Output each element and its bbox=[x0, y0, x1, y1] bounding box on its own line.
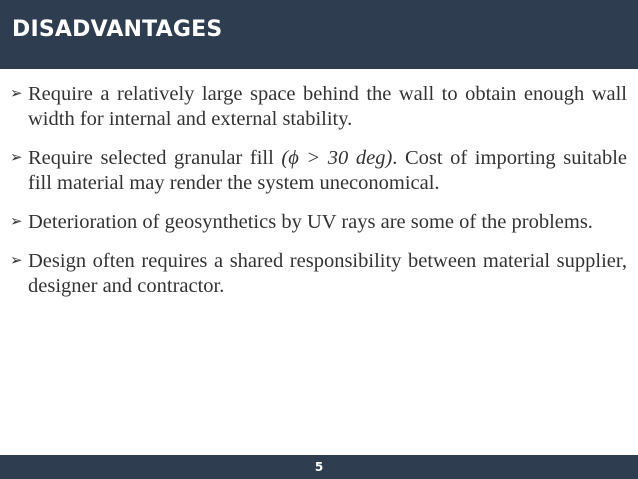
slide-footer bbox=[0, 455, 638, 479]
bullet-text-after: . Cost of importing suitable fill material may render the system uneconomical. bbox=[28, 147, 627, 194]
bullet-text: Require a relatively large space behind the wall to obtain enough wall width for internal and external stability. bbox=[28, 83, 627, 130]
arrow-bullet-icon: ➢ bbox=[10, 214, 23, 230]
slide-header bbox=[0, 0, 638, 69]
slide-title: DISADVANTAGES bbox=[12, 17, 223, 42]
bullet-list bbox=[10, 82, 627, 313]
arrow-bullet-icon: ➢ bbox=[10, 253, 23, 269]
bullet-item bbox=[10, 210, 627, 235]
bullet-text-italic: (ϕ > 30 deg) bbox=[281, 147, 393, 169]
arrow-bullet-icon: ➢ bbox=[10, 150, 23, 166]
bullet-item bbox=[10, 249, 627, 299]
bullet-text-before: Require selected granular fill bbox=[28, 147, 282, 169]
bullet-item bbox=[10, 82, 627, 132]
arrow-bullet-icon: ➢ bbox=[10, 86, 23, 102]
bullet-text: Design often requires a shared responsibility between material supplier, designer and contractor. bbox=[28, 250, 627, 297]
page-number: 5 bbox=[314, 460, 324, 474]
bullet-item bbox=[10, 146, 627, 196]
bullet-text: Deterioration of geosynthetics by UV rays are some of the problems. bbox=[28, 211, 593, 233]
